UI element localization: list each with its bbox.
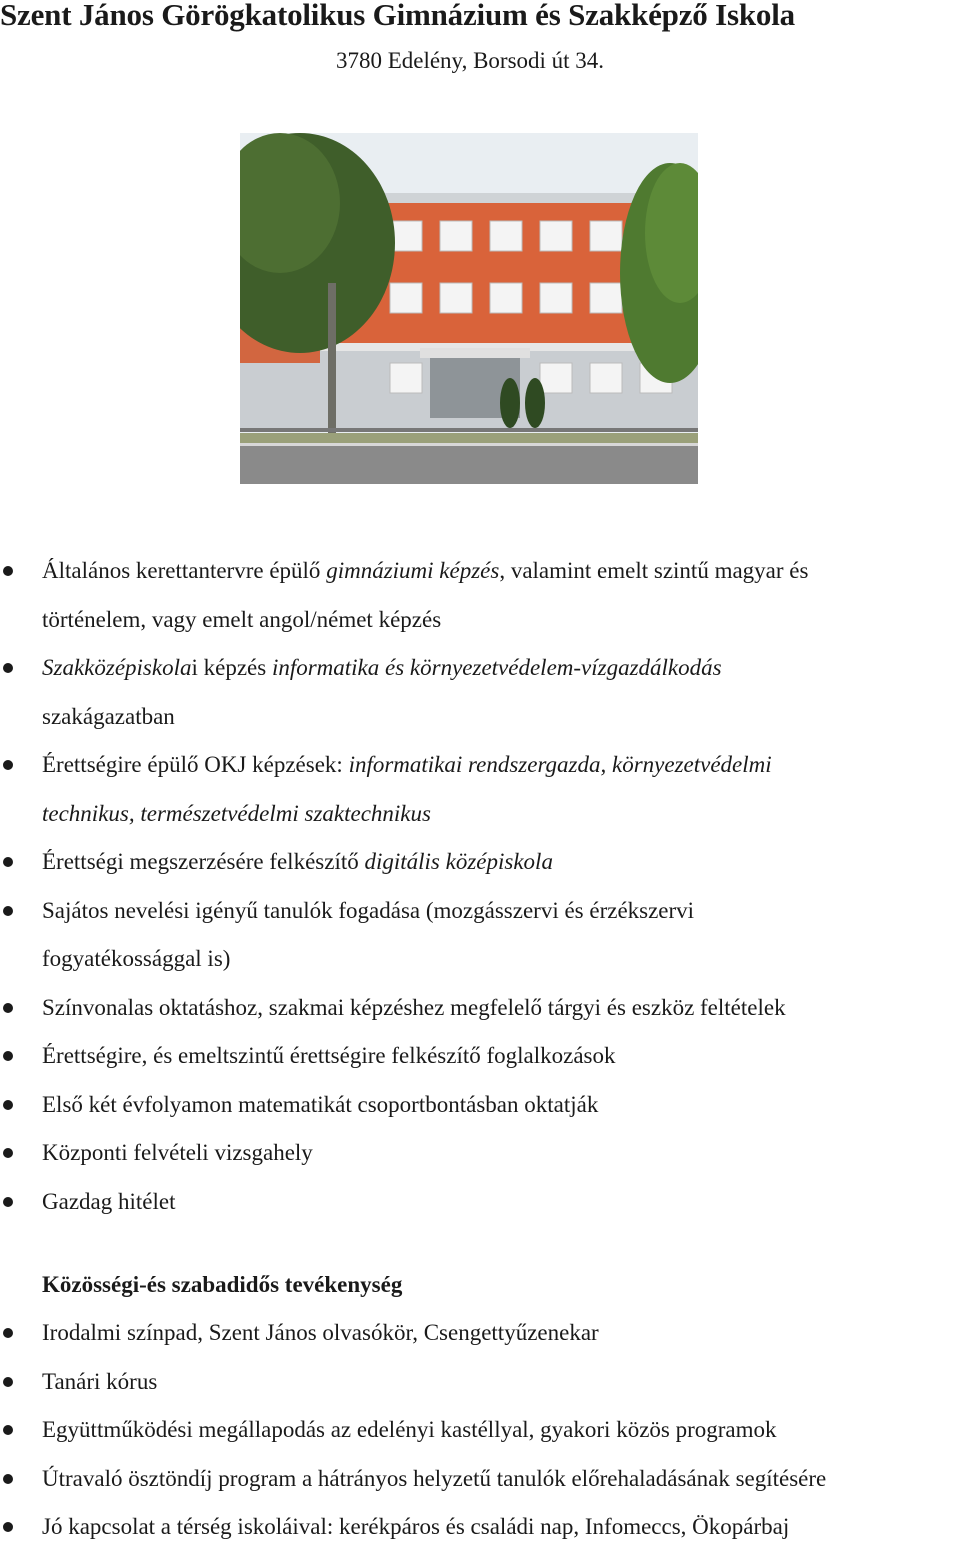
list-item-text: Szakközépiskola xyxy=(42,655,192,680)
list-item xyxy=(0,1129,960,1178)
list-item-text: informatikai rendszergazda, környezetvédelmi xyxy=(348,752,772,777)
list-item-text: digitális középiskola xyxy=(364,849,553,874)
list-item-text: , valamint emelt szintű magyar és xyxy=(499,558,809,583)
list-item xyxy=(0,644,960,741)
list-item-text: fogyatékossággal is) xyxy=(42,946,231,971)
list-item-text: Érettségire épülő OKJ képzések: xyxy=(42,752,349,777)
list-item-text: Sajátos nevelési igényű tanulók fogadása (mozgásszervi és érzékszervi xyxy=(42,897,695,923)
list-item-text: gimnáziumi képzés xyxy=(326,558,500,583)
list-item-text: Gazdag hitélet xyxy=(42,1188,176,1214)
school-address: 3780 Edelény, Borsodi út 34. xyxy=(335,48,605,73)
list-item-text: Jó kapcsolat a térség iskoláival: kerékpáros és családi nap, Infomeccs, Ökopárbaj xyxy=(42,1514,790,1539)
bullet-icon xyxy=(3,1197,13,1207)
school-title: Szent János Görögkatolikus Gimnázium és Szakképző Iskola xyxy=(0,0,795,32)
bullet-icon xyxy=(3,906,13,916)
list-item-text: Első két évfolyamon matematikát csoportbontásban oktatják xyxy=(42,1091,599,1117)
list-item xyxy=(0,887,960,984)
bullet-icon xyxy=(3,1377,13,1387)
feature-list xyxy=(0,547,960,1226)
list-item xyxy=(0,547,960,644)
list-item-text: Érettségire, és emeltszintű érettségire felkészítő foglalkozások xyxy=(42,1043,616,1068)
list-item xyxy=(0,1178,960,1227)
bullet-icon xyxy=(3,1425,13,1435)
bullet-icon xyxy=(3,1328,13,1338)
list-item-text: Irodalmi színpad, Szent János olvasókör, Csengettyűzenekar xyxy=(42,1320,599,1345)
list-item xyxy=(0,1032,960,1081)
list-item xyxy=(0,741,960,838)
list-item xyxy=(0,838,960,887)
school-building-photo xyxy=(240,133,698,484)
school-building-illustration xyxy=(240,133,698,484)
list-item-text: Érettségi megszerzésére felkészítő xyxy=(42,849,365,874)
bullet-icon xyxy=(3,1100,13,1110)
bullet-icon xyxy=(3,760,13,770)
community-heading: Közösségi-és szabadidős tevékenység xyxy=(42,1272,403,1297)
community-list xyxy=(0,1309,960,1552)
bullet-icon xyxy=(3,1148,13,1158)
list-item xyxy=(0,1309,960,1358)
list-item-text: i képzés xyxy=(191,655,272,680)
list-item-text: informatika és környezetvédelem-vízgazdálkodás xyxy=(271,655,722,680)
bullet-icon xyxy=(3,1003,13,1013)
list-item-text: történelem, vagy emelt angol/német képzés xyxy=(42,606,442,632)
list-item-text: Központi felvételi vizsgahely xyxy=(42,1140,313,1165)
list-item-text: Tanári kórus xyxy=(42,1368,158,1394)
list-item xyxy=(0,1455,960,1504)
bullet-icon xyxy=(3,1522,13,1532)
list-item xyxy=(0,984,960,1033)
list-item-text: Útravaló ösztöndíj program a hátrányos helyzetű tanulók előrehaladásának segítésére xyxy=(42,1465,827,1491)
list-item-text: Együttműködési megállapodás az edelényi kastéllyal, gyakori közös programok xyxy=(42,1417,777,1442)
list-item-text: Általános kerettantervre épülő xyxy=(42,558,327,583)
list-item-text: szakágazatban xyxy=(42,703,175,729)
list-item xyxy=(0,1358,960,1407)
list-item xyxy=(0,1406,960,1455)
bullet-icon xyxy=(3,1474,13,1484)
list-item-text: Színvonalas oktatáshoz, szakmai képzéshez megfelelő tárgyi és eszköz feltételek xyxy=(42,994,786,1020)
bullet-icon xyxy=(3,1051,13,1061)
list-item-text: technikus, természetvédelmi szaktechnikus xyxy=(42,800,431,826)
bullet-icon xyxy=(3,857,13,867)
bullet-icon xyxy=(3,663,13,673)
list-item xyxy=(0,1081,960,1130)
bullet-icon xyxy=(3,566,13,576)
list-item xyxy=(0,1503,960,1552)
